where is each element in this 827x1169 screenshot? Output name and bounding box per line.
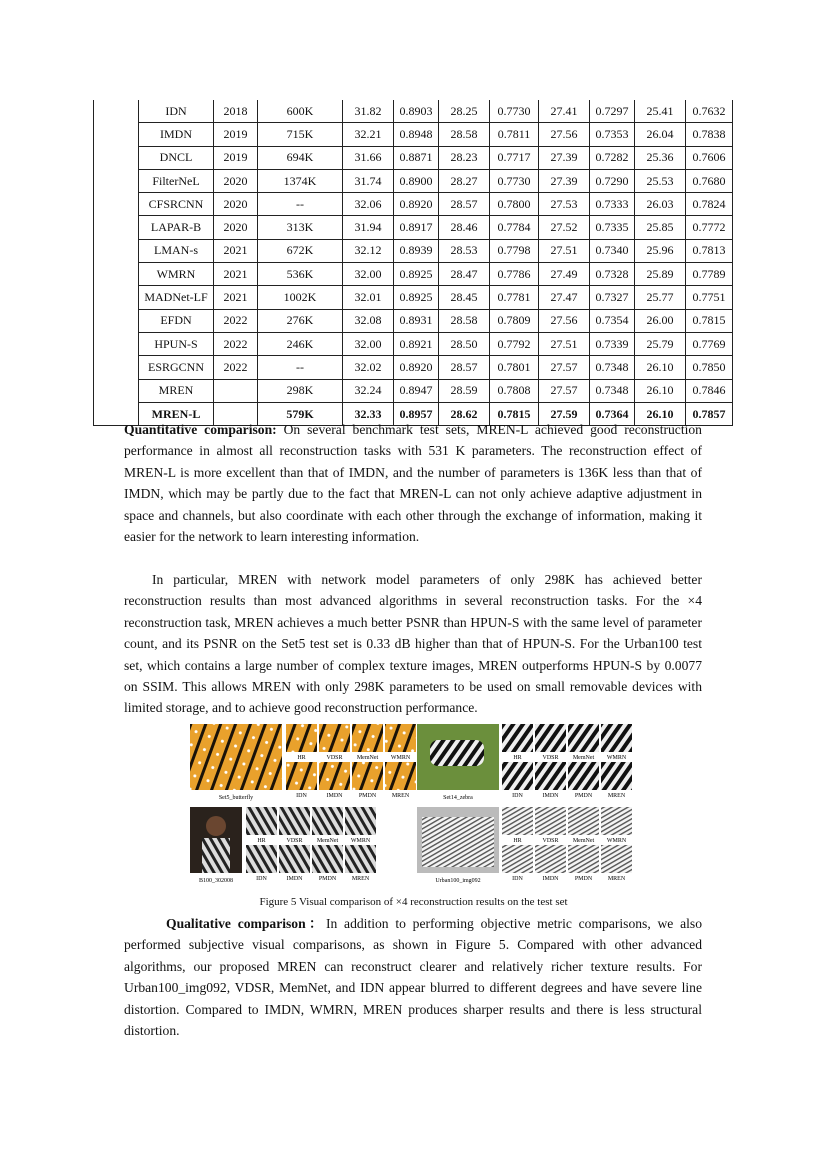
table-cell: 31.74 (343, 169, 394, 192)
table-cell-blank (94, 332, 139, 355)
table-cell-blank (94, 100, 139, 123)
table-cell: 579K (258, 402, 343, 425)
butterfly-image (190, 724, 282, 790)
table-cell: 2020 (214, 216, 258, 239)
table-cell: 31.82 (343, 100, 394, 123)
table-cell: 0.7751 (686, 286, 733, 309)
thumbnail (385, 762, 416, 790)
thumbnail-label: MREN (607, 793, 626, 799)
table-cell: 0.8925 (394, 263, 439, 286)
thumbnail-label: MemNet (356, 755, 379, 761)
table-cell: 0.7339 (590, 332, 635, 355)
table-cell: 0.7335 (590, 216, 635, 239)
table-cell: FilterNeL (139, 169, 214, 192)
table-cell: 28.57 (439, 193, 490, 216)
table-row (94, 193, 733, 216)
table-cell: 32.02 (343, 356, 394, 379)
table-cell: 0.7290 (590, 169, 635, 192)
results-table (93, 100, 733, 426)
table-row (94, 263, 733, 286)
table-cell: 0.8871 (394, 146, 439, 169)
thumbnail-label: IMDN (286, 876, 303, 882)
thumbnail-label: HR (513, 755, 522, 761)
table-cell: 25.77 (635, 286, 686, 309)
table-cell: 0.7340 (590, 239, 635, 262)
table-cell: 27.39 (539, 169, 590, 192)
panel-label: Urban100_img092 (435, 878, 481, 884)
table-cell: 715K (258, 123, 343, 146)
thumbnail-label: WMRN (350, 838, 371, 844)
thumbnail-label: HR (257, 838, 266, 844)
table-cell: 25.96 (635, 239, 686, 262)
table-cell: 0.8931 (394, 309, 439, 332)
table-cell: 26.10 (635, 402, 686, 425)
paragraph-mren (124, 569, 702, 719)
table-row (94, 169, 733, 192)
table-cell: 0.7838 (686, 123, 733, 146)
table-cell: 32.06 (343, 193, 394, 216)
thumbnail-label: MREN (391, 793, 410, 799)
table-cell: 2022 (214, 356, 258, 379)
table-cell: 31.66 (343, 146, 394, 169)
table-cell: 25.79 (635, 332, 686, 355)
table-cell: 28.25 (439, 100, 490, 123)
thumbnail (279, 807, 310, 835)
table-cell: LAPAR-B (139, 216, 214, 239)
thumbnail (286, 762, 317, 790)
thumbnail (535, 845, 566, 873)
table-cell: 25.85 (635, 216, 686, 239)
table-cell: 0.7348 (590, 356, 635, 379)
table-cell: 0.7353 (590, 123, 635, 146)
figure-5 (190, 722, 638, 887)
table-cell: 0.7328 (590, 263, 635, 286)
table-cell: 0.7354 (590, 309, 635, 332)
table-cell: 0.7792 (490, 332, 539, 355)
table-cell-blank (94, 379, 139, 402)
table-cell: 28.62 (439, 402, 490, 425)
thumbnail-label: MemNet (572, 838, 595, 844)
table-cell: 27.59 (539, 402, 590, 425)
table-cell: 246K (258, 332, 343, 355)
table-cell: 0.7364 (590, 402, 635, 425)
table-cell: 2020 (214, 169, 258, 192)
table-cell: 32.21 (343, 123, 394, 146)
table-cell: 27.53 (539, 193, 590, 216)
table-cell: 0.7815 (490, 402, 539, 425)
thumbnail-label: VDSR (542, 755, 559, 761)
thumbnail-label: MREN (351, 876, 370, 882)
table-cell-blank (94, 263, 139, 286)
paragraph-quantitative (124, 419, 702, 547)
table-cell: 0.7786 (490, 263, 539, 286)
thumbnail-label: MemNet (572, 755, 595, 761)
thumbnail-label: PMDN (574, 793, 593, 799)
table-cell: 25.41 (635, 100, 686, 123)
table-cell: 0.7297 (590, 100, 635, 123)
thumbnail (502, 807, 533, 835)
table-cell: 276K (258, 309, 343, 332)
table-cell: 26.03 (635, 193, 686, 216)
thumbnail (601, 724, 632, 752)
table-cell: HPUN-S (139, 332, 214, 355)
table-cell: 32.08 (343, 309, 394, 332)
table-cell: 28.58 (439, 123, 490, 146)
table-cell: 2019 (214, 123, 258, 146)
table-cell: 0.8920 (394, 193, 439, 216)
table-cell: ESRGCNN (139, 356, 214, 379)
table-cell: 600K (258, 100, 343, 123)
table-cell: 2018 (214, 100, 258, 123)
table-cell: CFSRCNN (139, 193, 214, 216)
thumbnail-label: IDN (512, 876, 523, 882)
table-cell: 0.7811 (490, 123, 539, 146)
thumbnail (502, 845, 533, 873)
thumbnail-label: VDSR (286, 838, 303, 844)
table-cell: 25.53 (635, 169, 686, 192)
thumbnail (535, 724, 566, 752)
table-cell: MREN (139, 379, 214, 402)
table-cell: 27.49 (539, 263, 590, 286)
thumbnail (345, 845, 376, 873)
table-cell: 0.7824 (686, 193, 733, 216)
table-row (94, 379, 733, 402)
table-cell: 32.01 (343, 286, 394, 309)
table-cell: 1002K (258, 286, 343, 309)
table-cell: 2021 (214, 263, 258, 286)
table-cell: 0.7730 (490, 169, 539, 192)
thumbnail-label: IMDN (542, 793, 559, 799)
thumbnail-label: IDN (256, 876, 267, 882)
table-cell: 27.57 (539, 356, 590, 379)
table-cell-blank (94, 169, 139, 192)
table-cell: 27.52 (539, 216, 590, 239)
table-cell: 28.46 (439, 216, 490, 239)
table-cell: 28.45 (439, 286, 490, 309)
panel-label: B100_302008 (198, 878, 234, 884)
table-cell: 298K (258, 379, 343, 402)
table-cell: 0.7772 (686, 216, 733, 239)
table-cell: 0.7333 (590, 193, 635, 216)
table-cell: IDN (139, 100, 214, 123)
table-cell: 0.7809 (490, 309, 539, 332)
table-cell: 0.7717 (490, 146, 539, 169)
table-cell: 32.24 (343, 379, 394, 402)
table-cell: 27.51 (539, 332, 590, 355)
table-cell: 0.7327 (590, 286, 635, 309)
table-cell: 0.7801 (490, 356, 539, 379)
table-cell: 0.7850 (686, 356, 733, 379)
table-row (94, 286, 733, 309)
table-cell: 2020 (214, 193, 258, 216)
table-cell: 26.04 (635, 123, 686, 146)
figure-caption: Figure 5 Visual comparison of ×4 reconstruction results on the test set (259, 896, 568, 908)
thumbnail (352, 724, 383, 752)
thumbnail (246, 807, 277, 835)
thumbnail (535, 807, 566, 835)
thumbnail (246, 845, 277, 873)
table-row (94, 146, 733, 169)
table-cell: 27.47 (539, 286, 590, 309)
table-row (94, 239, 733, 262)
table-cell: 0.7781 (490, 286, 539, 309)
table-cell: 0.7789 (686, 263, 733, 286)
table-cell: 0.8925 (394, 286, 439, 309)
table-cell: 0.7606 (686, 146, 733, 169)
thumbnail-label: PMDN (358, 793, 377, 799)
table-cell: 0.7784 (490, 216, 539, 239)
paragraph-qualitative (124, 913, 702, 1041)
table-cell: 27.56 (539, 309, 590, 332)
table-cell: 26.10 (635, 356, 686, 379)
thumbnail-label: HR (513, 838, 522, 844)
table-cell-blank (94, 239, 139, 262)
table-cell: 2021 (214, 286, 258, 309)
thumbnail (601, 845, 632, 873)
table-cell: EFDN (139, 309, 214, 332)
table-cell: 0.8957 (394, 402, 439, 425)
thumbnail-label: WMRN (390, 755, 411, 761)
thumbnail (568, 724, 599, 752)
thumbnail-label: VDSR (326, 755, 343, 761)
thumbnail-label: MemNet (316, 838, 339, 844)
thumbnail-label: IDN (296, 793, 307, 799)
table-row (94, 216, 733, 239)
table-row (94, 332, 733, 355)
thumbnail-label: WMRN (606, 838, 627, 844)
table-cell: 536K (258, 263, 343, 286)
table-cell: 25.89 (635, 263, 686, 286)
table-cell: 0.7282 (590, 146, 635, 169)
table-cell: 27.41 (539, 100, 590, 123)
panel-label: Set5_butterfly (218, 795, 254, 801)
table-cell: 0.7769 (686, 332, 733, 355)
table-cell: 0.8948 (394, 123, 439, 146)
table-cell: 28.57 (439, 356, 490, 379)
table-cell: 694K (258, 146, 343, 169)
thumbnail-label: HR (297, 755, 306, 761)
table-cell: -- (258, 356, 343, 379)
thumbnail (601, 762, 632, 790)
table-cell: 0.8917 (394, 216, 439, 239)
thumbnail (286, 724, 317, 752)
table-cell: 28.50 (439, 332, 490, 355)
table-cell: 26.10 (635, 379, 686, 402)
table-cell-blank (94, 309, 139, 332)
table-row (94, 123, 733, 146)
table-cell: 0.8900 (394, 169, 439, 192)
table-cell: 672K (258, 239, 343, 262)
thumbnail-label: WMRN (606, 755, 627, 761)
qualitative-lead: Qualitative comparison： (166, 916, 326, 931)
table-cell: 0.7846 (686, 379, 733, 402)
thumbnail (568, 845, 599, 873)
thumbnail (319, 762, 350, 790)
thumbnail (385, 724, 416, 752)
table-cell: 26.00 (635, 309, 686, 332)
table-cell: 28.58 (439, 309, 490, 332)
qualitative-text: In addition to performing objective metric comparisons, we also performed subjective visual comparisons, as shown in Figure 5. Compared with other advanced algorithms, our proposed MREN can reconstruct clearer and relatively richer texture results. For Urban100_img092, VDSR, MemNet, and IDN appear blurred to different degrees and have severe line distortion. Compared to IMDN, WMRN, MREN produces sharper results and there is less structural distortion. (124, 916, 702, 1039)
table-cell: 2019 (214, 146, 258, 169)
table-cell: 27.51 (539, 239, 590, 262)
table-cell: 28.23 (439, 146, 490, 169)
table-cell: 2022 (214, 332, 258, 355)
table-cell: 31.94 (343, 216, 394, 239)
table-cell: 0.8903 (394, 100, 439, 123)
table-cell: 0.7813 (686, 239, 733, 262)
table-cell: 0.7815 (686, 309, 733, 332)
quantitative-text: On several benchmark test sets, MREN-L achieved good reconstruction performance in almost all reconstruction tasks with 531 K parameters. The reconstruction effect of MREN-L is more excellent than that of IMDN, and the number of parameters is 136K less than that of IMDN, which may be partly due to the fact that MREN-L can not only achieve adaptive adjustment in space and channels, but also coordinate with each other through the exchange of information, making it easier for the network to learn interesting information. (124, 422, 702, 545)
table-cell: 0.8921 (394, 332, 439, 355)
table-cell-blank (94, 216, 139, 239)
thumbnail-label: IMDN (326, 793, 343, 799)
table-cell: LMAN-s (139, 239, 214, 262)
table-cell-blank (94, 356, 139, 379)
thumbnail (502, 762, 533, 790)
thumbnail (352, 762, 383, 790)
quantitative-lead: Quantitative comparison: (124, 422, 277, 437)
table-cell: 2022 (214, 309, 258, 332)
table-cell: 32.00 (343, 332, 394, 355)
table-cell-blank (94, 286, 139, 309)
table-cell: 2021 (214, 239, 258, 262)
table-cell: 32.12 (343, 239, 394, 262)
table-cell: 0.7348 (590, 379, 635, 402)
table-cell: 27.57 (539, 379, 590, 402)
table-cell: 0.7808 (490, 379, 539, 402)
table-row (94, 356, 733, 379)
thumbnail-label: IMDN (542, 876, 559, 882)
table-cell: 28.59 (439, 379, 490, 402)
table-cell: MADNet-LF (139, 286, 214, 309)
thumbnail (535, 762, 566, 790)
thumbnail-label: PMDN (318, 876, 337, 882)
thumbnail (312, 845, 343, 873)
table-cell: 28.27 (439, 169, 490, 192)
table-cell: -- (258, 193, 343, 216)
table-cell: 25.36 (635, 146, 686, 169)
table-row (94, 100, 733, 123)
panel-label: Set14_zebra (443, 795, 473, 801)
table-cell-blank (94, 146, 139, 169)
table-cell: 1374K (258, 169, 343, 192)
table-cell: 0.8947 (394, 379, 439, 402)
table-cell-blank (94, 123, 139, 146)
thumbnail-label: IDN (512, 793, 523, 799)
table-cell: 0.7632 (686, 100, 733, 123)
thumbnail (319, 724, 350, 752)
table-cell: 27.39 (539, 146, 590, 169)
thumbnail (312, 807, 343, 835)
thumbnail (601, 807, 632, 835)
thumbnail (502, 724, 533, 752)
table-cell: 0.7798 (490, 239, 539, 262)
table-cell: DNCL (139, 146, 214, 169)
table-cell: 28.47 (439, 263, 490, 286)
table-cell: 313K (258, 216, 343, 239)
table-cell-blank (94, 193, 139, 216)
table-cell: 28.53 (439, 239, 490, 262)
thumbnail-label: VDSR (542, 838, 559, 844)
table-cell: IMDN (139, 123, 214, 146)
table-row (94, 309, 733, 332)
thumbnail (568, 762, 599, 790)
thumbnail-label: MREN (607, 876, 626, 882)
table-cell: 0.7680 (686, 169, 733, 192)
table-cell: 27.56 (539, 123, 590, 146)
table-cell: 0.7857 (686, 402, 733, 425)
table-cell: 0.8920 (394, 356, 439, 379)
table-cell (214, 379, 258, 402)
mren-text: In particular, MREN with network model parameters of only 298K has achieved better reconstruction results than most advanced algorithms in several reconstruction tasks. For the ×4 reconstruction task, MREN achieves a much better PSNR than HPUN-S with the same level of parameter count, and its PSNR on the Set5 test set is 0.33 dB higher than that of HPUN-S. For the Urban100 test set, which contains a large number of complex texture images, MREN outperforms HPUN-S by 0.0077 on SSIM. This allows MREN with only 298K parameters to be used on small removable devices with limited storage, and to achieve good reconstruction performance. (124, 572, 702, 716)
table-cell: 0.7730 (490, 100, 539, 123)
table-cell: 0.7800 (490, 193, 539, 216)
table-cell: 32.00 (343, 263, 394, 286)
table-cell: 0.8939 (394, 239, 439, 262)
table-cell: MREN-L (139, 402, 214, 425)
thumbnail-label: PMDN (574, 876, 593, 882)
table-cell: 32.33 (343, 402, 394, 425)
thumbnail (279, 845, 310, 873)
thumbnail (568, 807, 599, 835)
thumbnail (345, 807, 376, 835)
table-cell: WMRN (139, 263, 214, 286)
